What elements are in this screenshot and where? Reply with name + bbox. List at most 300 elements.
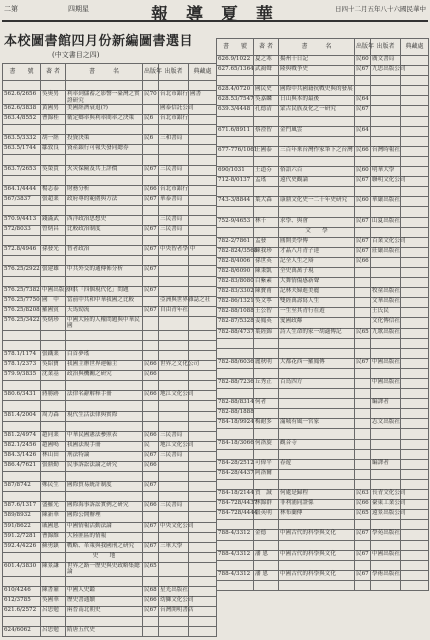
cell-title: 非利浦同證係 [279,500,355,510]
header-year: 出版年 [355,39,371,56]
cell-author [254,479,279,489]
cell-location [401,368,429,378]
cell-publisher [371,449,401,459]
table-row [217,278,429,288]
cell-publisher: 明華大學 [371,167,401,177]
cell-author: 張鼎勤 [41,461,66,471]
cell-title [66,236,143,246]
cell-title: 三百年來台灣作家筆下之台灣 [279,146,355,156]
cell-title [66,256,143,266]
cell-call-number: 784-18/3066 [217,439,254,449]
table-row [3,165,217,175]
table-row [217,156,429,166]
cell-year [355,409,371,419]
cell-year [355,560,371,570]
cell-year: 民6 [143,115,159,125]
cell-location [189,236,217,246]
cell-title [66,125,143,135]
cell-author: 張超業 [41,195,66,205]
cell-author [254,187,279,197]
cell-year: 民60 [355,56,371,66]
table-row [3,91,217,105]
page-label: 二第 [4,5,18,13]
cell-publisher: 九思出版公司 [371,66,401,76]
header-publisher: 出版者 [371,39,401,56]
cell-title: 現代生活法律與實際 [66,411,143,421]
cell-author: 陳秉凱 [254,267,279,277]
cell-author [254,429,279,439]
cell-year [355,379,371,389]
cell-publisher [371,227,401,237]
table-row [3,135,217,145]
cell-author: 吳嘉麟 [254,96,279,106]
masthead-rule [2,20,428,22]
cell-author [254,580,279,590]
cell-publisher: 臺東工業公司 [371,500,401,510]
cell-author [254,348,279,358]
cell-author: 麗秋明 [254,358,279,368]
cell-call-number: 782-86/1321 [217,298,254,308]
cell-location [401,257,429,267]
cell-call-number: 639.3/4448 [217,106,254,116]
table-row [217,419,429,429]
table-row [3,205,217,215]
cell-title: 國際貿易統計制度 [66,482,143,492]
cell-call-number [217,156,254,166]
cell-year: 民67 [355,177,371,187]
cell-publisher: 三民書局 [159,226,189,236]
cell-author: 曾炳昌 [41,226,66,236]
cell-year [355,439,371,449]
cell-location [189,371,217,381]
cell-publisher [371,338,401,348]
cell-publisher: 地江文化公司 [159,391,189,401]
table-row [3,482,217,492]
cell-publisher [159,576,189,586]
cell-call-number: 576.25/2922 [3,266,41,276]
cell-call-number [3,81,41,91]
cell-location [189,215,217,225]
table-row [3,226,217,236]
cell-location [401,348,429,358]
table-row [3,411,217,421]
cell-call-number: 782-83/3302 [217,288,254,298]
cell-location [189,185,217,195]
cell-call-number: 587.6/1317 [3,502,41,512]
cell-publisher: 三民書局 [159,431,189,441]
table-row [217,197,429,207]
cell-title: 康鼎文化史一二十年史研究 [279,197,355,207]
header-author: 著 者 [41,64,66,81]
cell-call-number: 782-88/7236 [217,379,254,389]
cell-year [143,316,159,330]
cell-author: 王公智 [254,308,279,318]
cell-title [66,276,143,286]
cell-year [355,207,371,217]
cell-publisher: 三民書局 [159,502,189,512]
cell-location [189,627,217,637]
cell-publisher: 中國出版社 [371,379,401,389]
cell-year: 民67 [143,522,159,532]
cell-publisher [371,257,401,267]
cell-call-number [217,136,254,146]
cell-call-number: 562.6/3838 [3,104,41,114]
table-row [217,56,429,66]
cell-publisher [159,371,189,381]
table-row [3,627,217,637]
cell-location [189,482,217,492]
cell-title: 觀音寺 [279,439,355,449]
cell-call-number: 612/3785 [3,596,41,606]
cell-author [254,136,279,146]
cell-publisher [159,236,189,246]
cell-location [189,617,217,627]
cell-publisher: 編譯者 [371,399,401,409]
table-row [3,596,217,606]
weekday-label: 四期星 [68,5,89,13]
cell-publisher: 中央文化公司 [159,522,189,532]
cell-title [279,156,355,166]
cell-author: 武鴻聲 [254,66,279,76]
cell-publisher: 三和書局 [159,135,189,145]
cell-location [189,451,217,461]
cell-location [189,330,217,340]
table-row [3,175,217,185]
cell-call-number: 624/6062 [3,627,41,637]
cell-author [254,207,279,217]
cell-publisher [371,96,401,106]
table-row [3,81,217,91]
cell-location [189,316,217,330]
cell-publisher [371,439,401,449]
table-row [217,469,429,479]
table-row [3,125,217,135]
cell-publisher [371,126,401,136]
cell-year: 民66 [143,391,159,401]
cell-year [143,492,159,502]
cell-author [41,330,66,340]
cell-location [401,197,429,207]
cell-title: 政府專的範圍與方法 [66,195,143,205]
cell-author [254,338,279,348]
cell-year: 民67 [355,550,371,560]
table-row [3,145,217,155]
cell-call-number: 592.4/4226 [3,542,41,552]
cell-year [355,469,371,479]
cell-publisher [159,512,189,522]
cell-year [143,381,159,391]
cell-location [189,576,217,586]
cell-title [66,330,143,340]
cell-author [254,389,279,399]
cell-call-number: 567/3837 [3,195,41,205]
cell-title: 兩晉南北朝史 [66,607,143,617]
cell-location [189,542,217,552]
cell-publisher: 星光出版社 [159,586,189,596]
cell-location [189,532,217,542]
table-row [217,217,429,227]
cell-location [401,338,429,348]
cell-title: 何處是歸程 [279,490,355,500]
table-row [217,247,429,257]
cell-location [401,570,429,580]
table-row [3,472,217,482]
cell-author [41,276,66,286]
header-author: 著 者 [254,39,279,56]
table-header-row [3,64,217,81]
table-row [217,288,429,298]
cell-publisher [159,411,189,421]
cell-publisher [159,256,189,266]
cell-year [355,479,371,489]
header-location: 典藏處 [401,39,429,56]
cell-publisher [371,267,401,277]
cell-location [189,421,217,431]
cell-title: 滿城有風一宮家 [279,419,355,429]
table-row [3,256,217,266]
cell-call-number: 782-83/8080 [217,278,254,288]
cell-publisher: 聯明文化公司 [371,177,401,187]
cell-call-number: 671.6/8911 [217,126,254,136]
cell-title: 投資決策 [66,135,143,145]
cell-title: 大陸匪區的情報 [66,532,143,542]
cell-publisher: 文華出版社 [371,298,401,308]
cell-title [279,368,355,378]
cell-title: 法律名辭解釋手冊 [66,391,143,401]
cell-location [401,146,429,156]
table-row [3,195,217,205]
cell-publisher [159,627,189,637]
cell-publisher: 國泰信託公司 [159,104,189,114]
cell-author: 葉經錦 [254,328,279,338]
cell-title: 財務分析 [66,185,143,195]
cell-call-number: 582.1/2456 [3,441,41,451]
table-row [217,540,429,550]
cell-call-number [217,429,254,439]
cell-author: 可偉平 [254,459,279,469]
cell-publisher [159,266,189,276]
cell-location [189,276,217,286]
cell-call-number [3,205,41,215]
cell-location [401,520,429,530]
cell-title: 俗語六百 [279,167,355,177]
cell-author [41,125,66,135]
cell-publisher: 地江文化公司 [159,441,189,451]
cell-title [279,469,355,479]
cell-publisher [371,86,401,96]
cell-author: 沈業基 [41,371,66,381]
cell-title: 金門風雲 [279,126,355,136]
cell-year: 民67 [143,286,159,296]
cell-call-number: 578.1/2373 [3,361,41,371]
cell-location [189,401,217,411]
cell-publisher [159,286,189,296]
cell-publisher: 志文出版社 [371,419,401,429]
table-row [217,318,429,328]
table-row [3,155,217,165]
cell-publisher [371,156,401,166]
cell-author: 蔣勝跡 [41,391,66,401]
header-call-number: 書 號 [3,64,41,81]
cell-author: 何洛旋 [254,439,279,449]
cell-author [41,576,66,586]
cell-author: 丘秀正 [254,379,279,389]
cell-year: 民67 [143,451,159,461]
cell-year: 民65 [143,562,159,576]
cell-year: 民65 [355,328,371,338]
cell-call-number: 578.1/1174 [3,350,41,360]
cell-location [401,167,429,177]
cell-publisher [371,429,401,439]
cell-publisher [159,340,189,350]
cell-year [355,520,371,530]
cell-call-number: 782-88/4737 [217,328,254,338]
cell-author: 吳文寧 [254,298,279,308]
table-row [3,617,217,627]
cell-title: 中華民國憲法參照表 [66,431,143,441]
cell-call-number [3,552,41,562]
cell-author [41,205,66,215]
table-row [3,532,217,542]
cell-publisher: 台北市銀行 [159,91,189,105]
table-row [3,286,217,296]
cell-call-number: 563.7/2653 [3,165,41,175]
cell-title: 資產銀行可報失發同總券 [66,145,143,155]
cell-location [189,81,217,91]
table-row [217,136,429,146]
cell-publisher: 台灣時報社 [371,146,401,156]
cell-title [279,399,355,409]
cell-author [41,155,66,165]
cell-title: 火災保險及共上評價 [66,165,143,175]
table-row [217,439,429,449]
cell-title: 利率到儲蓄之影響一臺灣之實證研究 [66,91,143,105]
cell-title: 全史萬萬子現 [279,267,355,277]
cell-title: 比較政治制度 [66,226,143,236]
cell-publisher [159,381,189,391]
cell-title: 中國古代的科學與文化 [279,550,355,560]
cell-title: 智者政治 [66,246,143,256]
cell-author: 陳寶甫 [254,288,279,298]
cell-publisher: 長青文化公司 [371,490,401,500]
table-row [3,276,217,286]
table-row [3,296,217,306]
cell-author: 周力森 [41,411,66,421]
cell-author: 曹錦桂 [41,115,66,125]
cell-title: 歷史書通續 [66,596,143,606]
cell-title [279,348,355,358]
cell-title [279,560,355,570]
cell-publisher [371,207,401,217]
cell-year [143,401,159,411]
table-row [3,431,217,441]
table-row [217,308,429,318]
table-row [217,298,429,308]
cell-location [401,479,429,489]
cell-year [143,627,159,637]
table-row [217,520,429,530]
cell-title: 大都花西一羅鳳傳 [279,358,355,368]
table-row [3,316,217,330]
cell-title: 衛定鄉率與利率間率之決策 [66,115,143,125]
cell-title [279,409,355,419]
cell-call-number: 782-88/6036 [217,358,254,368]
cell-publisher [159,472,189,482]
cell-year: 民67 [143,165,159,175]
cell-call-number: 782-8/4006 [217,257,254,267]
cell-title: 中國古代的科學與文化 [279,570,355,580]
cell-title [66,175,143,185]
cell-year: 民66 [143,596,159,606]
cell-title: 我國主辦世界運輸主 [66,361,143,371]
cell-year [355,278,371,288]
cell-publisher [159,330,189,340]
cell-author: 中國出版公司 [41,286,66,296]
cell-author: 呂思勉 [41,607,66,617]
cell-call-number: 581.4/2004 [3,411,41,421]
cell-title [279,449,355,459]
cell-publisher: 遠景出版公司 [371,510,401,520]
cell-call-number [3,576,41,586]
cell-publisher: 中央智者學 [159,246,189,256]
cell-title [66,381,143,391]
cell-year: 民6 [143,135,159,145]
cell-author: 國 中 [41,296,66,306]
cell-author: 楊志泰 [41,185,66,195]
table-row [217,368,429,378]
cell-location [401,540,429,550]
cell-year [143,256,159,266]
cell-author [41,236,66,246]
cell-year: 民67 [143,542,159,552]
cell-year [143,276,159,286]
cell-location [189,562,217,576]
table-row [3,306,217,316]
cell-title [279,116,355,126]
cell-publisher [159,145,189,155]
cell-title [279,580,355,590]
cell-year [143,215,159,225]
cell-call-number: 784-728/4444 [217,510,254,520]
cell-location [401,439,429,449]
cell-location [401,76,429,86]
table-row [217,86,429,96]
cell-year [143,617,159,627]
cell-publisher [159,482,189,492]
cell-author: 蔡澄智 [254,126,279,136]
cell-location [401,247,429,257]
cell-title: 記林夫婦進美麗 [279,288,355,298]
table-row [217,490,429,500]
cell-publisher [159,316,189,330]
cell-year [143,125,159,135]
cell-year [355,116,371,126]
table-row [3,586,217,596]
cell-call-number [3,492,41,502]
table-row [3,381,217,391]
cell-call-number: 572/8033 [3,226,41,236]
cell-author: 王道芬 [254,167,279,177]
cell-year [355,368,371,378]
cell-year [355,459,371,469]
table-row [3,542,217,552]
table-row [3,461,217,471]
table-row [217,429,429,439]
cell-year [143,576,159,586]
cell-author [254,116,279,126]
cell-call-number: 784-18/2144 [217,490,254,500]
cell-year [143,81,159,91]
